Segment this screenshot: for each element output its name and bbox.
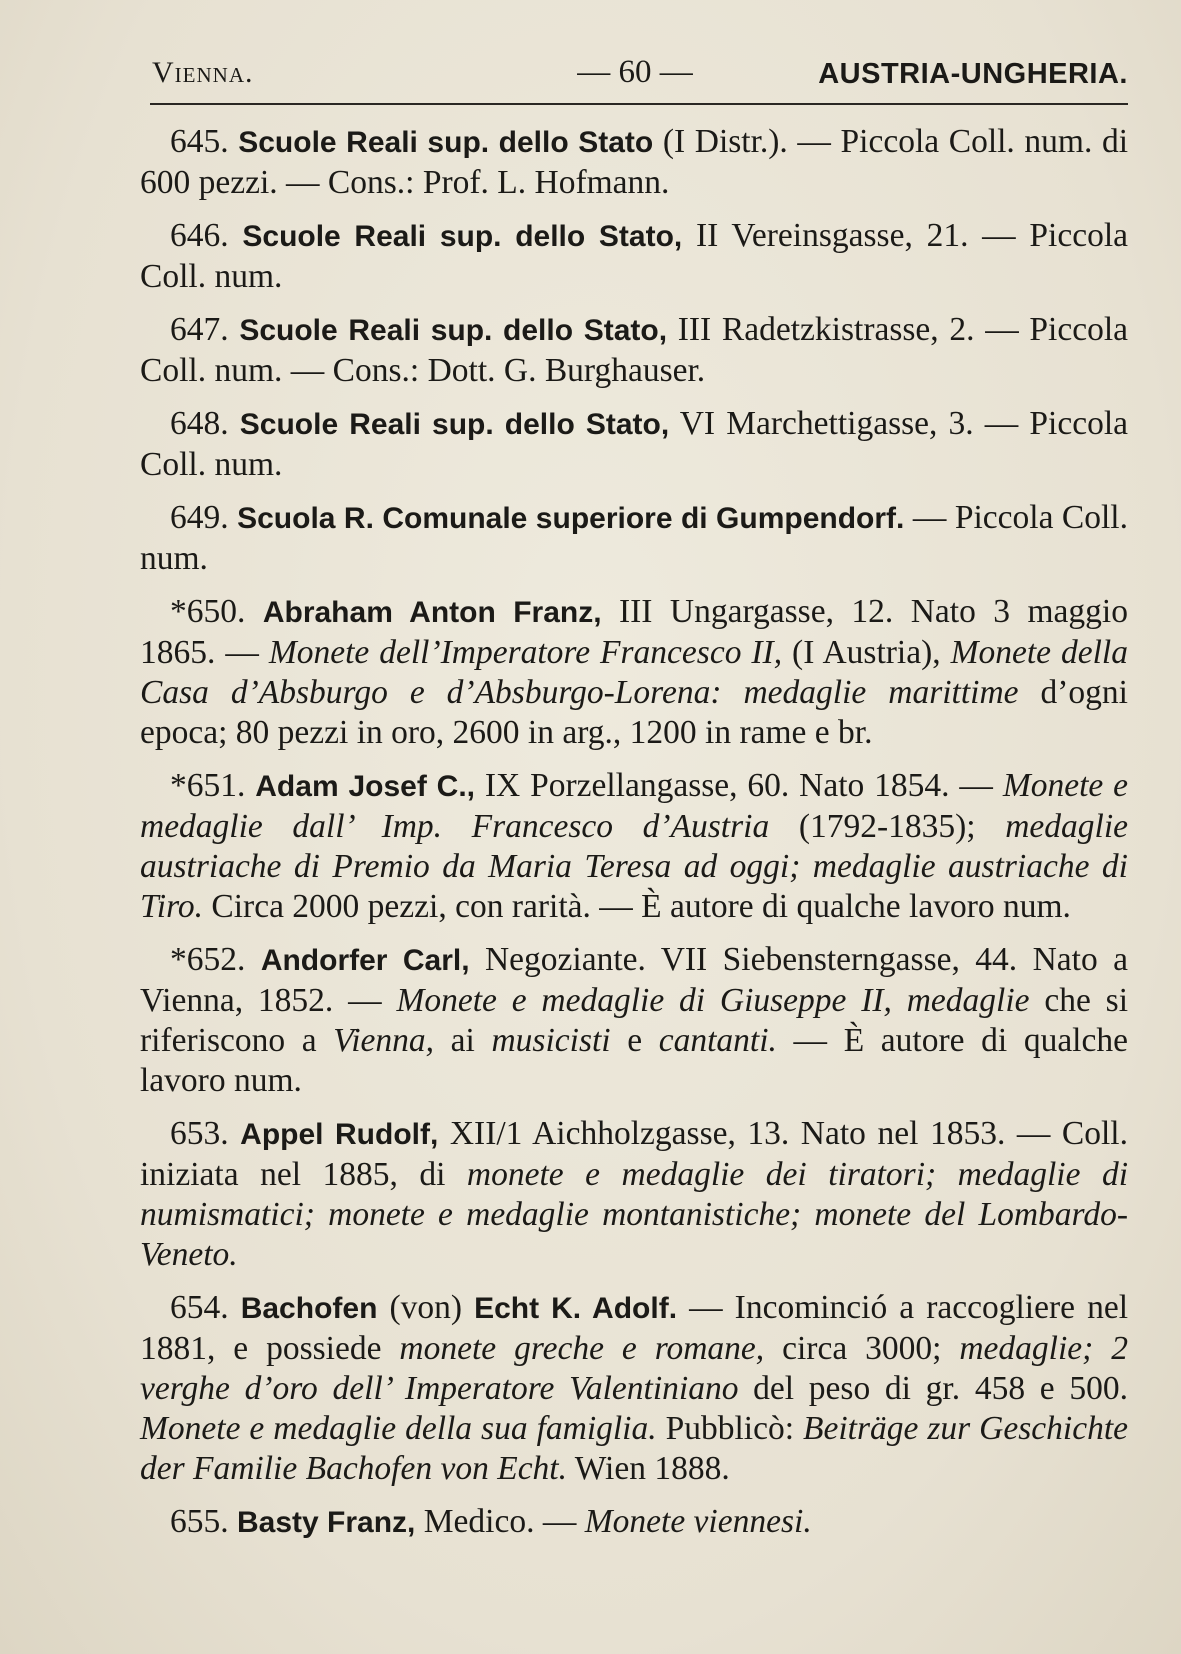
entry-italic: Monete della Casa d’Absburgo e d’Absburgo-Lorena: medaglie marittime — [140, 634, 1128, 711]
entry-text: (I Austria), — [782, 634, 951, 671]
entry-652 — [140, 940, 1128, 1101]
entry-number: 653. — [170, 1115, 241, 1152]
entry-655 — [140, 1502, 1128, 1543]
entry-text: (1792-1835); — [769, 808, 1006, 845]
entry-648 — [140, 404, 1128, 485]
header-rule — [150, 103, 1128, 105]
entry-number: 649. — [170, 499, 238, 536]
entry-text: Medico. — — [415, 1503, 585, 1540]
entry-650 — [140, 592, 1128, 753]
entry-italic: monete e medaglie dei tiratori; medaglie di numismatici; monete e medaglie montanistiche; monete del Lombardo-Veneto. — [140, 1156, 1129, 1273]
header-country: AUSTRIA-UNGHERIA. — [818, 58, 1128, 90]
entry-name: Appel Rudolf, — [240, 1118, 439, 1151]
entry-654 — [140, 1288, 1128, 1489]
entry-italic: medaglie austriache di Premio da Maria Teresa ad oggi; medaglie austriache di Tiro. — [140, 808, 1129, 925]
entry-text: (von) — [377, 1289, 475, 1326]
entry-text: che si riferiscono a — [140, 982, 1128, 1059]
entry-number: *651. — [170, 767, 256, 804]
entry-649 — [140, 498, 1128, 579]
entry-italic: cantanti. — [658, 1022, 777, 1059]
entry-text: d’ogni epoca; 80 pezzi in oro, 2600 in arg., 1200 in rame e br. — [140, 674, 1128, 751]
entry-text: — Piccola Coll. num. — [140, 499, 1128, 577]
entry-text: (I Distr.). — Piccola Coll. num. di 600 pezzi. — Cons.: Prof. L. Hofmann. — [140, 123, 1128, 201]
entry-number: 654. — [170, 1289, 241, 1326]
entry-number: 647. — [170, 311, 240, 348]
entry-italic: monete greche e romane, — [399, 1330, 765, 1367]
entry-647 — [140, 310, 1128, 391]
entry-text: del peso di gr. 458 e 500. — [738, 1370, 1128, 1407]
entry-name: Scuole Reali sup. dello Stato, — [239, 314, 668, 347]
entry-number: 645. — [170, 123, 239, 160]
entry-number: 655. — [170, 1503, 237, 1540]
entry-name: Bachofen — [240, 1292, 378, 1325]
entry-text: XII/1 Aichholzgasse, 13. Nato nel 1853. — Coll. iniziata nel 1885, di — [140, 1115, 1128, 1193]
entry-name: Abraham Anton Franz, — [262, 596, 602, 629]
entry-number: *650. — [170, 593, 263, 630]
entry-italic: Monete viennesi. — [584, 1503, 812, 1540]
entry-name: Andorfer Carl, — [260, 944, 470, 977]
entry-name: Echt K. Adolf. — [474, 1292, 678, 1325]
entry-text: Wien 1888. — [567, 1450, 730, 1487]
entry-text: Negoziante. VII Siebensterngasse, 44. Nato a Vienna, 1852. — — [140, 941, 1129, 1019]
entry-italic: musicisti — [491, 1022, 611, 1059]
entry-italic: Monete e medaglie di Giuseppe II, medaglie — [396, 982, 1030, 1019]
entry-text: III Radetzkistrasse, 2. — Piccola Coll. num. — Cons.: Dott. G. Burghauser. — [140, 311, 1128, 389]
header-city: Vienna. — [152, 56, 254, 89]
entry-text: e — [610, 1022, 659, 1059]
entry-text: — È autore di qualche lavoro num. — [140, 1022, 1128, 1099]
entry-number: *652. — [170, 941, 261, 978]
entry-italic: Monete e medaglie della sua famiglia. — [140, 1410, 657, 1447]
entry-text: III Ungargasse, 12. Nato 3 maggio 1865. — — [140, 593, 1128, 671]
entry-italic: Monete e medaglie dall’ Imp. Francesco d’Austria — [140, 767, 1129, 845]
entry-651 — [140, 766, 1128, 927]
entry-number: 646. — [170, 217, 243, 254]
entry-number: 648. — [170, 405, 240, 442]
entry-name: Scuole Reali sup. dello Stato — [238, 126, 654, 159]
entry-italic: Beiträge zur Geschichte der Familie Bachofen von Echt. — [140, 1410, 1128, 1487]
entry-name: Scuola R. Comunale superiore di Gumpendorf. — [237, 502, 905, 535]
entry-text: IX Porzellangasse, 60. Nato 1854. — — [475, 767, 1003, 804]
entry-name: Scuole Reali sup. dello Stato, — [239, 408, 670, 441]
entry-italic: Monete dell’Imperatore Francesco II, — [268, 634, 783, 671]
page-number: — 60 — — [577, 54, 693, 90]
entry-name: Basty Franz, — [237, 1506, 416, 1539]
entry-text: VI Marchettigasse, 3. — Piccola Coll. num. — [140, 405, 1129, 483]
entry-italic: medaglie; 2 verghe d’oro dell’ Imperatore Valentiniano — [140, 1330, 1128, 1407]
entry-text: Circa 2000 pezzi, con rarità. — È autore di qualche lavoro num. — [203, 888, 1071, 925]
entry-text: — Incominció a raccogliere nel 1881, e possiede — [140, 1289, 1129, 1367]
entry-653 — [140, 1114, 1128, 1275]
entry-text: II Vereinsgasse, 21. — Piccola Coll. num. — [140, 217, 1129, 295]
entry-italic: Vienna, — [333, 1022, 435, 1059]
running-header — [140, 52, 1130, 100]
entry-text: ai — [434, 1022, 492, 1059]
entry-text: Pubblicò: — [656, 1410, 804, 1447]
entry-name: Adam Josef C., — [255, 770, 475, 803]
entry-646 — [140, 216, 1128, 297]
entry-text: circa 3000; — [764, 1330, 960, 1367]
entry-645 — [140, 122, 1128, 203]
entry-name: Scuole Reali sup. dello Stato, — [242, 220, 683, 253]
entries-list — [140, 122, 1128, 1556]
